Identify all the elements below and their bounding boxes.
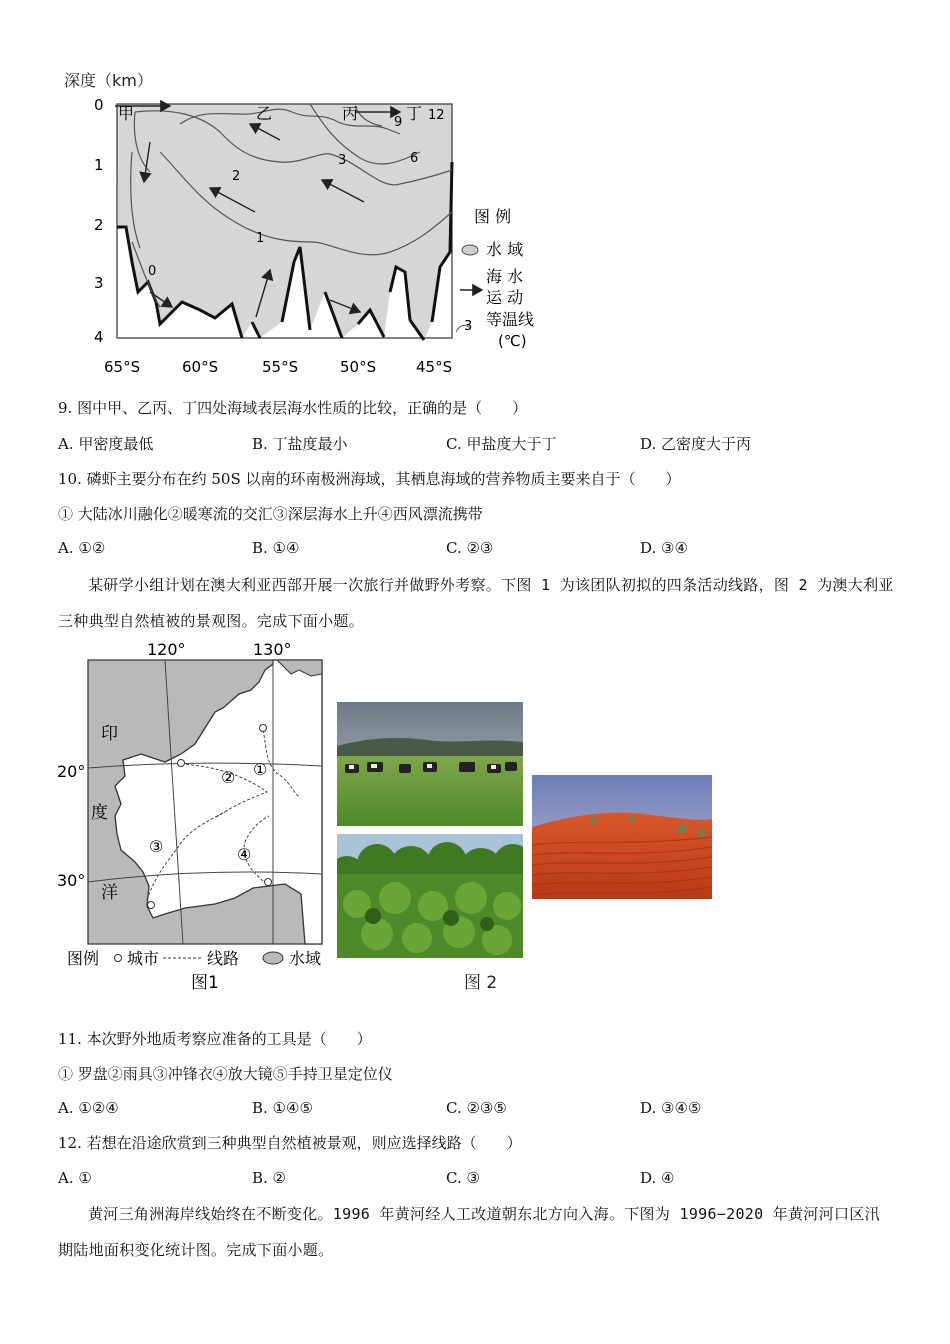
q10-option-d: D. ③④: [640, 539, 688, 557]
point-jia: 甲: [118, 104, 135, 123]
ocean-char-yang: 洋: [101, 883, 118, 903]
route-label-1: ①: [253, 760, 268, 779]
y-tick-4: 4: [94, 328, 104, 346]
lon-130: 130°: [253, 640, 292, 659]
legend-title: 图 例: [474, 207, 512, 226]
city-marker: [265, 879, 272, 886]
isotherm-3: 3: [338, 153, 347, 168]
q12-option-a: A. ①: [58, 1169, 92, 1187]
intro-paragraph-yellow-river: 黄河三角洲海岸线始终在不断变化。1996 年黄河经人工改道朝东北方向入海。下图为 1996−2020 年黄河河口区汛期陆地面积变化统计图。完成下面小题。: [58, 1205, 880, 1259]
q12-option-d: D. ④: [640, 1169, 675, 1187]
q10-stem: 10. 磷虾主要分布在约 50S 以南的环南极洲海域，其栖息海域的营养物质主要来自于（ ）: [58, 470, 681, 488]
y-tick-2: 2: [94, 216, 104, 234]
lon-120: 120°: [147, 640, 186, 659]
q9-option-c: C. 甲盐度大于丁: [446, 435, 557, 453]
y-tick-1: 1: [94, 156, 104, 174]
route-label-2: ②: [221, 768, 236, 787]
legend-isotherm-2: (℃): [498, 332, 527, 350]
q11-option-b: B. ①④⑤: [252, 1099, 313, 1117]
intro-paragraph-australia: 某研学小组计划在澳大利亚西部开展一次旅行并做野外考察。下图 1 为该团队初拟的四条活动线路，图 2 为澳大利亚三种典型自然植被的景观图。完成下面小题。: [58, 576, 894, 630]
q11-option-d: D. ③④⑤: [640, 1099, 702, 1117]
map-legend-title: 图例: [67, 949, 100, 968]
city-marker: [260, 725, 267, 732]
legend-water-icon: [263, 952, 283, 964]
legend-isotherm-1: 等温线: [486, 310, 535, 329]
isotherm-1: 1: [256, 231, 265, 246]
legend-motion-1: 海 水: [486, 267, 524, 286]
legend-isotherm-sample: 3: [464, 319, 473, 334]
q10-option-c: C. ②③: [446, 539, 494, 557]
photo-grassland: [337, 702, 523, 826]
australia-route-map: [55, 636, 345, 998]
map-legend-route: 线路: [207, 949, 240, 968]
map-legend-city: 城市: [127, 949, 160, 968]
photo-forest: [337, 834, 523, 958]
q9-option-d: D. 乙密度大于丙: [640, 435, 752, 453]
photo-desert: [532, 775, 712, 899]
q12-option-b: B. ②: [252, 1169, 287, 1187]
q11-option-a: A. ①②④: [58, 1099, 119, 1117]
q11-choices: ① 罗盘②雨具③冲锋衣④放大镜⑤手持卫星定位仪: [58, 1065, 393, 1083]
q10-choices: ① 大陆冰川融化②暖寒流的交汇③深层海水上升④西风漂流携带: [58, 505, 483, 523]
route-label-3: ③: [149, 837, 164, 856]
map-legend-water: 水域: [289, 949, 322, 968]
legend-water-icon: [462, 245, 478, 255]
q12-option-c: C. ③: [446, 1169, 480, 1187]
lat-30: 30°: [57, 871, 86, 890]
lat-20: 20°: [57, 762, 86, 781]
q9-stem: 9. 图中甲、乙丙、丁四处海域表层海水性质的比较，正确的是（ ）: [58, 399, 528, 417]
ocean-char-yin: 印: [101, 724, 118, 744]
legend-water: 水 域: [486, 240, 524, 259]
legend-motion-2: 运 动: [486, 288, 524, 307]
y-tick-0: 0: [94, 96, 104, 114]
ocean-char-du: 度: [91, 803, 108, 823]
x-tick-50s: 50°S: [340, 358, 377, 376]
isotherm-9: 9: [394, 115, 403, 130]
isotherm-0: 0: [148, 264, 157, 279]
q12-stem: 12. 若想在沿途欣赏到三种典型自然植被景观，则应选择线路（ ）: [58, 1134, 522, 1152]
q10-option-a: A. ①②: [58, 539, 106, 557]
city-marker: [148, 902, 155, 909]
x-tick-65s: 65°S: [104, 358, 141, 376]
ocean-section-figure: [60, 92, 560, 382]
q10-option-b: B. ①④: [252, 539, 300, 557]
depth-axis-label: 深度（km）: [64, 71, 153, 90]
figure1-caption: 图1: [191, 973, 219, 993]
q9-option-a: A. 甲密度最低: [58, 435, 154, 453]
route-label-4: ④: [237, 845, 252, 864]
isotherm-2: 2: [232, 169, 241, 184]
point-bing: 丙: [342, 104, 359, 123]
x-tick-55s: 55°S: [262, 358, 299, 376]
city-marker: [178, 760, 185, 767]
q9-option-b: B. 丁盐度最小: [252, 435, 348, 453]
legend-city-icon: [115, 955, 122, 962]
figure2-caption: 图 2: [464, 973, 498, 993]
point-ding: 丁: [406, 104, 423, 123]
y-tick-3: 3: [94, 274, 104, 292]
x-tick-60s: 60°S: [182, 358, 219, 376]
q11-option-c: C. ②③⑤: [446, 1099, 507, 1117]
isotherm-12: 12: [428, 108, 445, 123]
isotherm-6: 6: [410, 151, 419, 166]
point-yi: 乙: [256, 104, 273, 123]
q11-stem: 11. 本次野外地质考察应准备的工具是（ ）: [58, 1030, 372, 1048]
x-tick-45s: 45°S: [416, 358, 453, 376]
